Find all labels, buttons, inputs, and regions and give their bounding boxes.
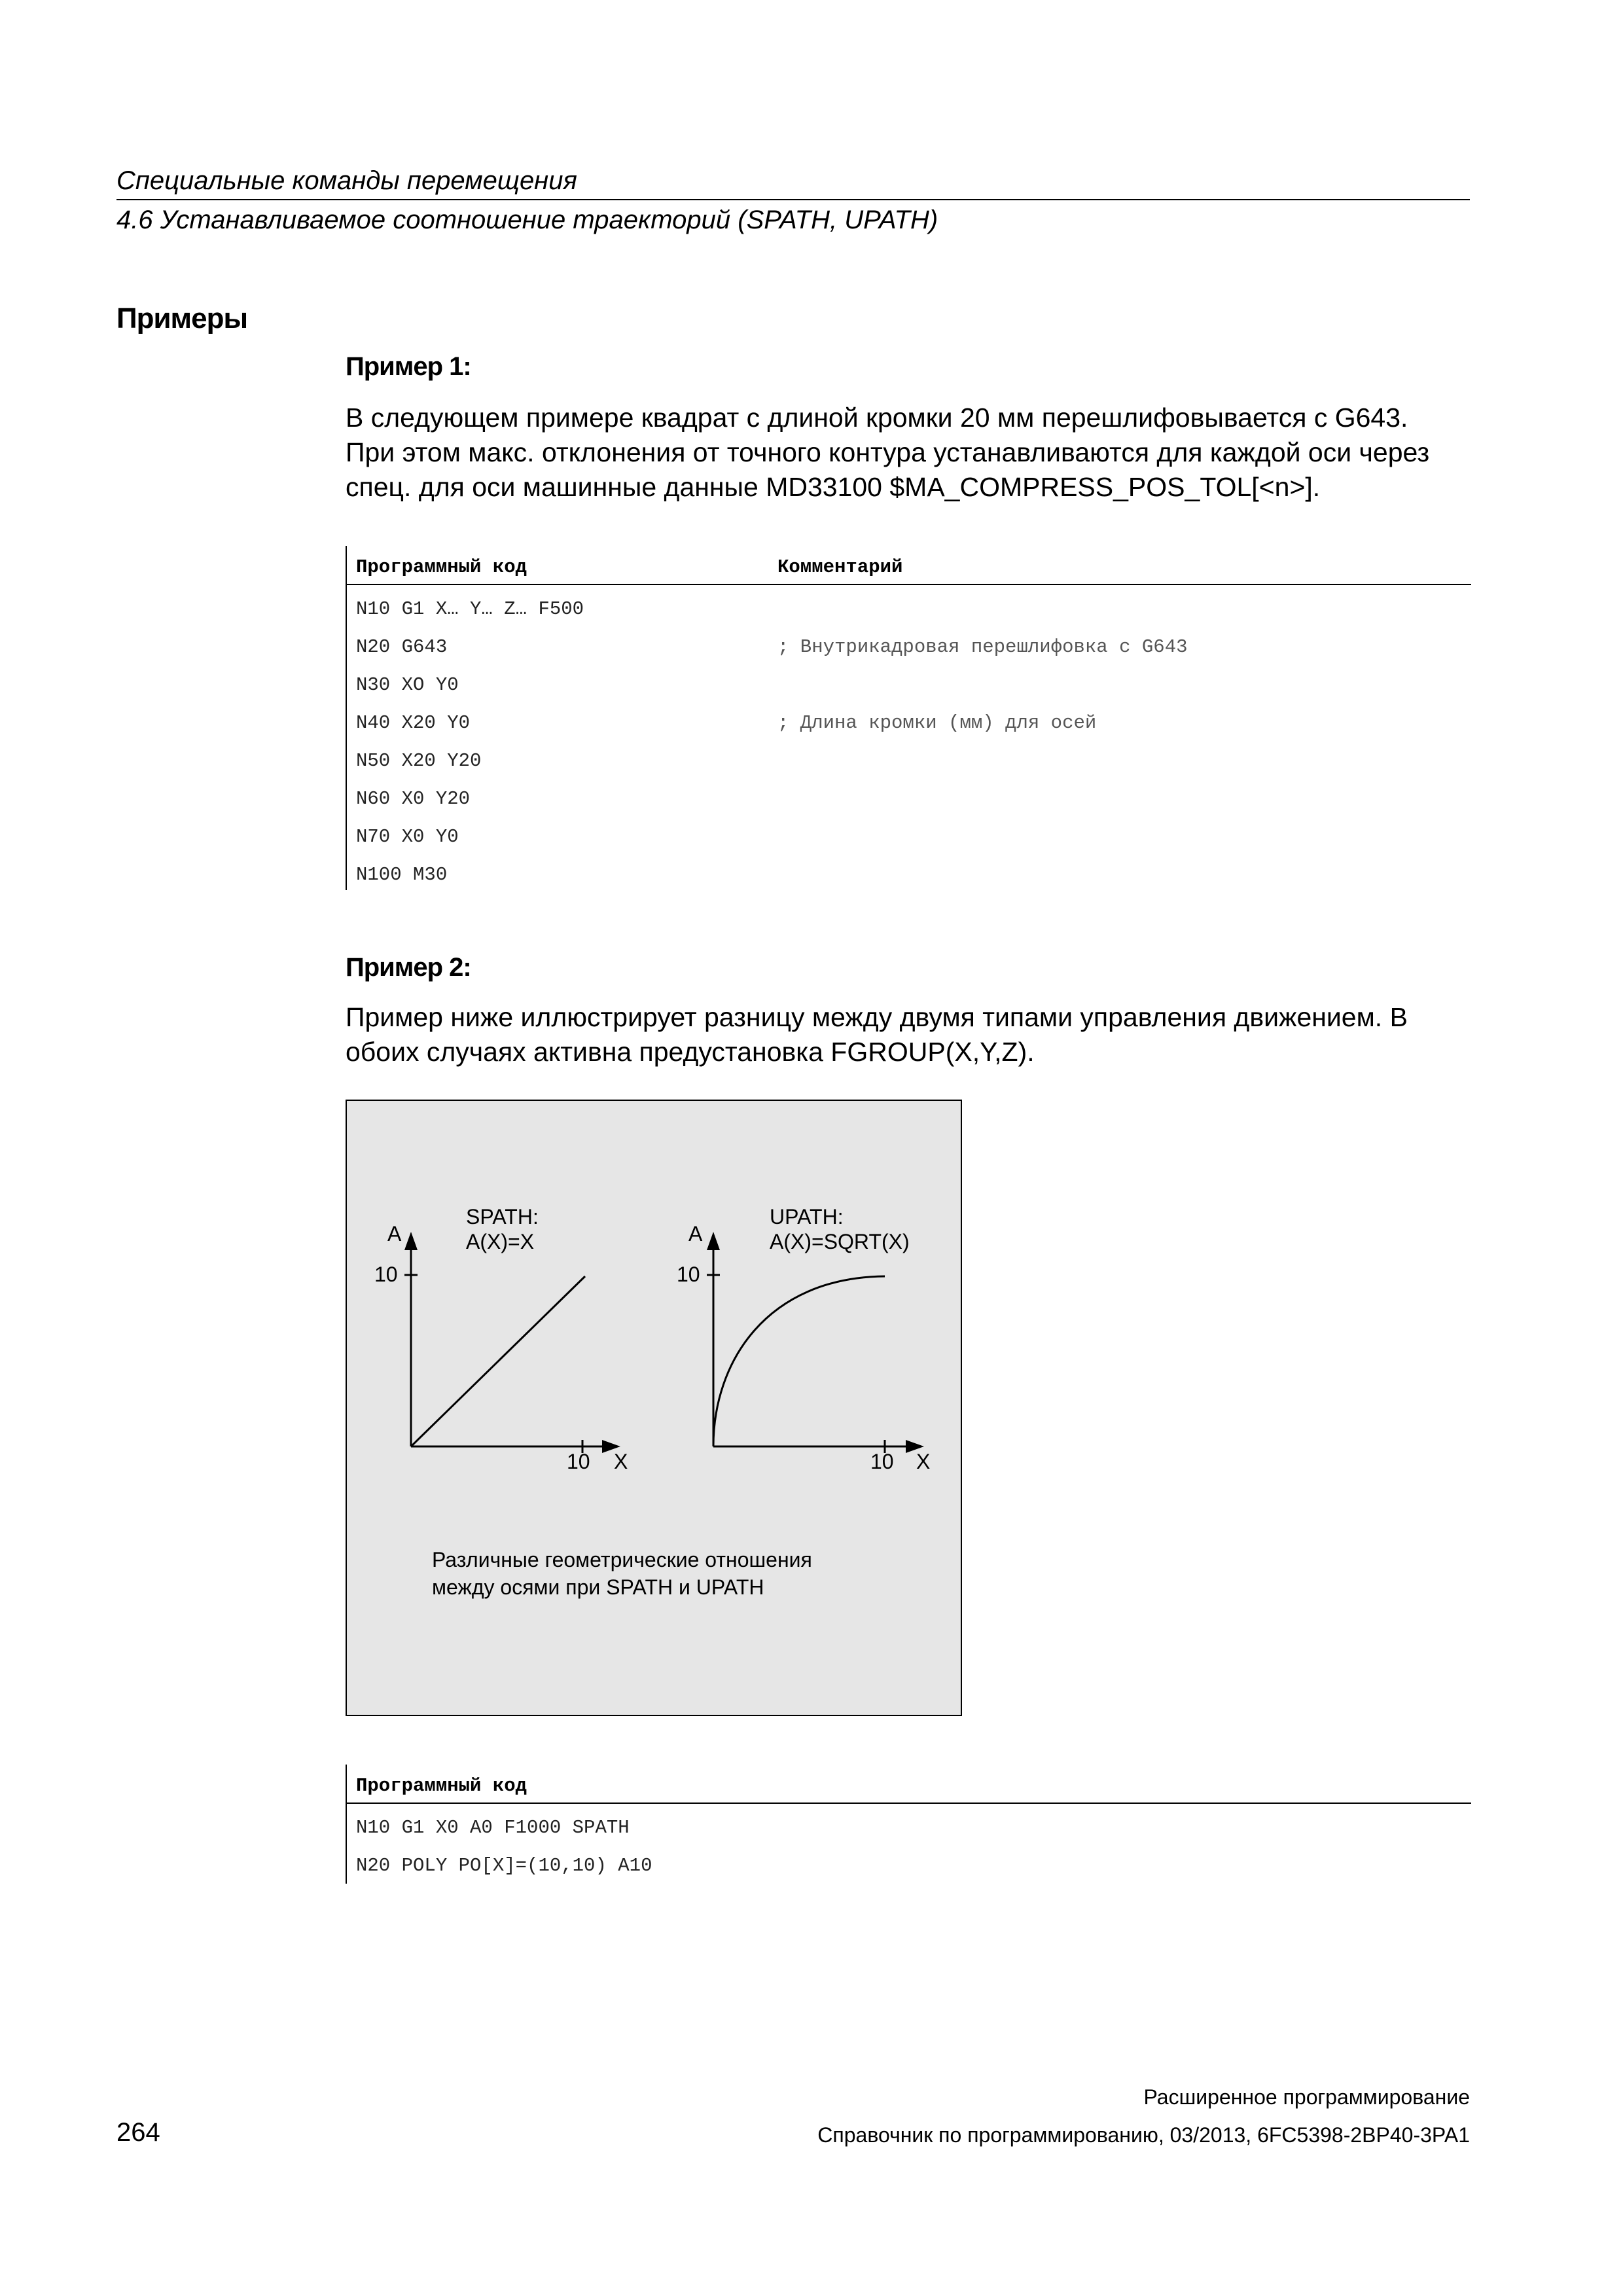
example1-title: Пример 1: [346, 352, 471, 381]
right-y-axis-label: A [688, 1222, 703, 1246]
diagram-svg [347, 1101, 961, 1715]
spath-line [411, 1276, 585, 1446]
code-column-header: Программный код [356, 1775, 527, 1797]
code-comment: ; Внутрикадровая перешлифовка с G643 [777, 636, 1188, 658]
example2-line: обоих случаях активна предустановка FGROUP(X,Y,Z). [346, 1037, 1035, 1067]
code-line: N60 X0 Y20 [356, 788, 471, 810]
figure-caption-line1: Различные геометрические отношения [432, 1548, 812, 1571]
example2-line: Пример ниже иллюстрирует разницу между двумя типами управления движением. В [346, 1002, 1408, 1032]
right-x-tick-label: 10 [870, 1450, 894, 1473]
right-x-axis-label: X [916, 1450, 931, 1473]
example1-line: При этом макс. отклонения от точного контура устанавливаются для каждой оси через [346, 437, 1430, 467]
code-comment: ; Длина кромки (мм) для осей [777, 712, 1097, 734]
spath-formula: A(X)=X [466, 1230, 535, 1253]
spath-title: SPATH: [466, 1205, 539, 1229]
example1-line: спец. для оси машинные данные MD33100 $MA_COMPRESS_POS_TOL[<n>]. [346, 472, 1321, 502]
code-line: N10 G1 X… Y… Z… F500 [356, 598, 584, 620]
page-number: 264 [116, 2118, 160, 2147]
right-y-arrowhead [707, 1232, 720, 1250]
left-y-arrowhead [404, 1232, 418, 1250]
code-line: N20 POLY PO[X]=(10,10) A10 [356, 1855, 652, 1876]
left-x-tick-label: 10 [567, 1450, 590, 1473]
upath-curve [713, 1276, 885, 1446]
right-y-tick-label: 10 [677, 1263, 700, 1286]
header-rule [116, 199, 1470, 200]
code-line: N10 G1 X0 A0 F1000 SPATH [356, 1817, 630, 1839]
diagram-figure [346, 1100, 962, 1716]
code-line: N30 XO Y0 [356, 674, 459, 696]
code-table-2 [346, 1765, 1471, 1884]
code-line: N40 X20 Y0 [356, 712, 471, 734]
left-y-axis-label: A [387, 1222, 402, 1246]
left-x-axis-label: X [614, 1450, 628, 1473]
footer-reference: Справочник по программированию, 03/2013, 6FC5398-2BP40-3PA1 [817, 2123, 1470, 2147]
example1-paragraph [346, 401, 1429, 505]
example2-paragraph [346, 1000, 1408, 1069]
code-line: N50 X20 Y20 [356, 750, 482, 772]
code-line: N70 X0 Y0 [356, 826, 459, 848]
example1-line: В следующем примере квадрат с длиной кромки 20 мм перешлифовывается с G643. [346, 403, 1408, 433]
upath-title: UPATH: [770, 1205, 844, 1229]
example2-title: Пример 2: [346, 953, 471, 982]
running-header-section: Специальные команды перемещения [116, 166, 577, 195]
code-table-1 [346, 546, 1471, 890]
footer-book-title: Расширенное программирование [1143, 2085, 1470, 2109]
table-header-rule [347, 584, 1471, 585]
code-column-header: Программный код [356, 556, 527, 578]
section-heading: Примеры [116, 302, 248, 334]
running-header-subsection: 4.6 Устанавливаемое соотношение траекторий (SPATH, UPATH) [116, 206, 938, 234]
upath-formula: A(X)=SQRT(X) [770, 1230, 910, 1253]
left-y-tick-label: 10 [374, 1263, 398, 1286]
comment-column-header: Комментарий [777, 556, 903, 578]
figure-caption-line2: между осями при SPATH и UPATH [432, 1575, 764, 1599]
table-header-rule [347, 1803, 1471, 1804]
code-line: N100 M30 [356, 864, 448, 886]
code-line: N20 G643 [356, 636, 448, 658]
